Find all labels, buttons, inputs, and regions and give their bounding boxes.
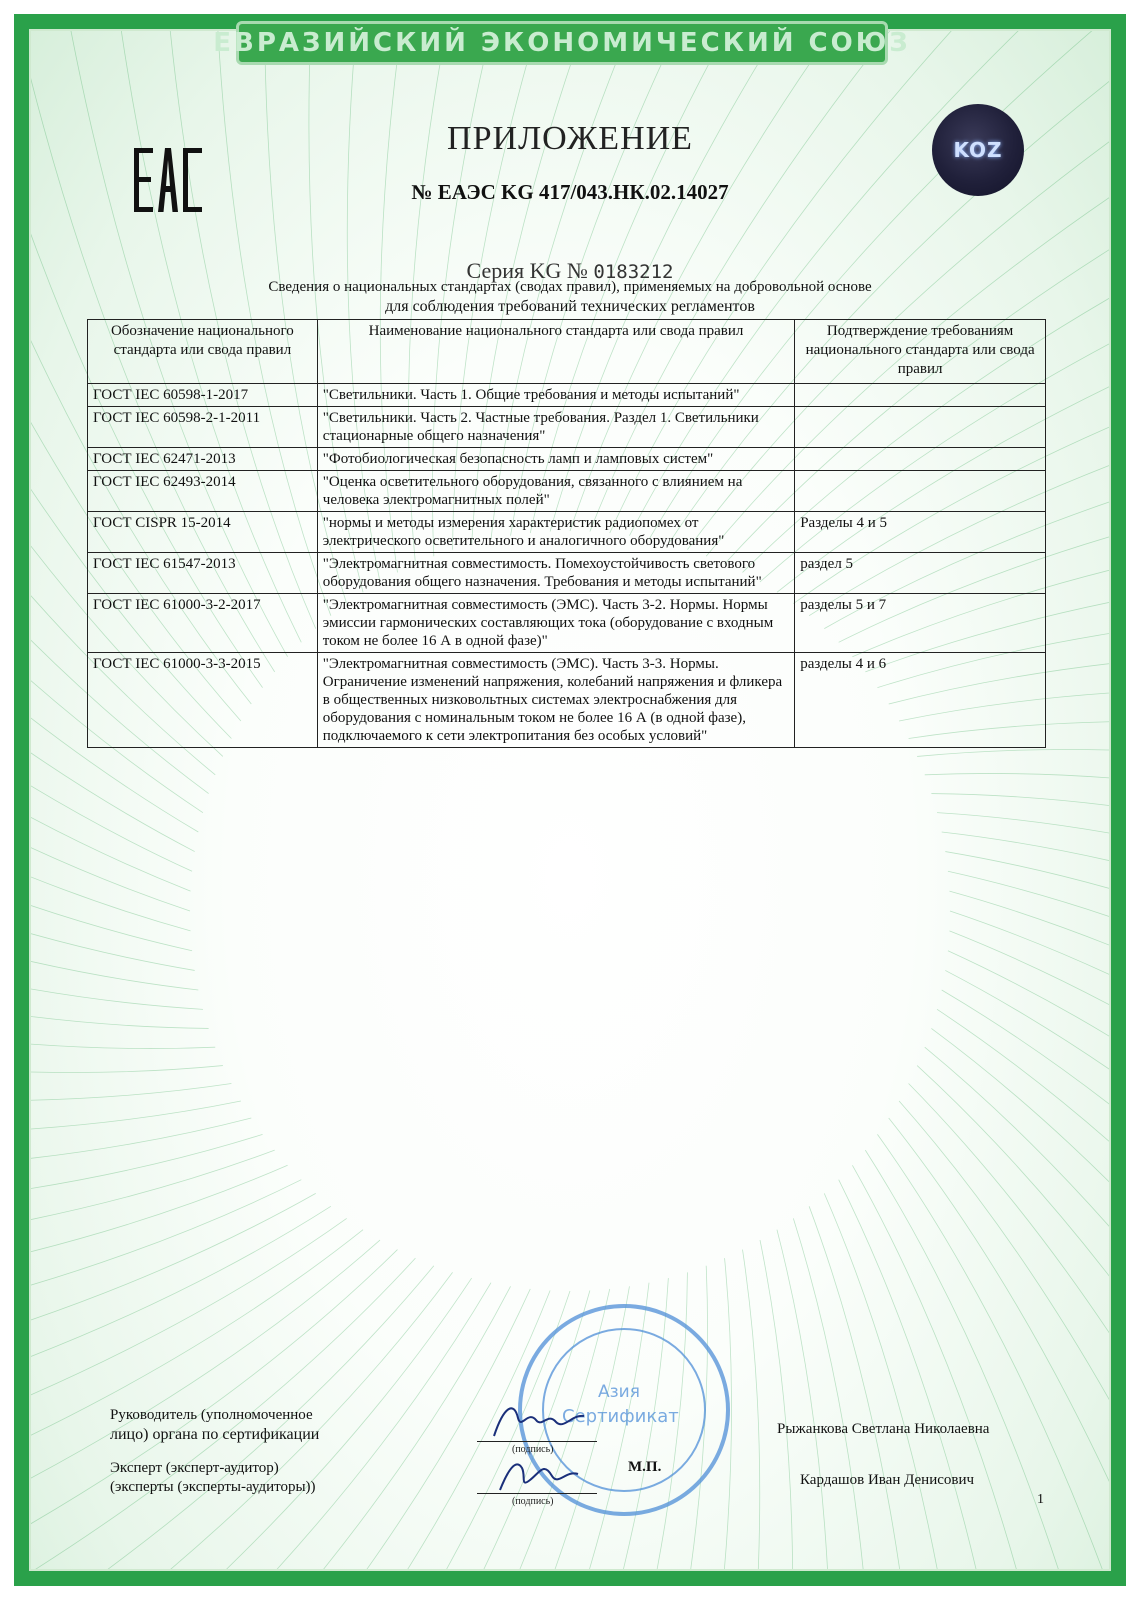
cell-name: "нормы и методы измерения характеристик радиопомех от электрического осветительного и аналогичного оборудования" bbox=[317, 512, 794, 553]
series-label: Серия KG № bbox=[466, 258, 588, 283]
cell-name: "Светильники. Часть 1. Общие требования и методы испытаний" bbox=[317, 384, 794, 407]
cell-code: ГОСТ IEC 61000-3-3-2015 bbox=[88, 653, 318, 748]
cell-confirm bbox=[795, 471, 1046, 512]
guilloche-ray bbox=[950, 911, 1109, 1288]
cell-name: "Светильники. Часть 2. Частные требования. Раздел 1. Светильники стационарные общего назначения" bbox=[317, 407, 794, 448]
cell-confirm bbox=[795, 448, 1046, 471]
series-value: 0183212 bbox=[593, 261, 674, 283]
guilloche-ray bbox=[31, 1134, 263, 1216]
guilloche-ray bbox=[809, 1206, 927, 1569]
table-row bbox=[88, 594, 1046, 653]
cell-name: "Электромагнитная совместимость (ЭМС). Часть 3-2. Нормы. Нормы эмиссии гармонических составляющих тока (оборудование с входным током не более 16 А в одной фазе)" bbox=[317, 594, 794, 653]
guilloche-ray bbox=[31, 1230, 363, 1569]
guilloche-ray bbox=[909, 1084, 1109, 1569]
standards-table bbox=[87, 319, 1046, 748]
page-number: 1 bbox=[1037, 1492, 1044, 1507]
cell-name: "Фотобиологическая безопасность ламп и ламповых систем" bbox=[317, 448, 794, 471]
cell-name: "Оценка осветительного оборудования, связанного с влиянием на человека электромагнитных полей" bbox=[317, 471, 794, 512]
table-row bbox=[88, 384, 1046, 407]
guilloche-ray bbox=[760, 1240, 793, 1569]
guilloche-ray bbox=[31, 1101, 241, 1134]
guilloche-ray bbox=[917, 749, 1109, 835]
certificate-number: № ЕАЭС KG 417/043.НК.02.14027 bbox=[411, 180, 729, 204]
header-name: Наименование национального стандарта или свода правил bbox=[317, 320, 794, 384]
guilloche-ray bbox=[31, 1193, 316, 1426]
head-label bbox=[110, 1406, 319, 1444]
head-signature-icon bbox=[484, 1396, 594, 1446]
cell-code: ГОСТ IEC 61547-2013 bbox=[88, 553, 318, 594]
guilloche-ray bbox=[777, 1230, 831, 1569]
head-label-line2: лицо) органа по сертификации bbox=[110, 1426, 320, 1443]
guilloche-ray bbox=[937, 1009, 1109, 1542]
guilloche-ray bbox=[948, 871, 1109, 1178]
table-row bbox=[88, 471, 1046, 512]
document-title: ПРИЛОЖЕНИЕ bbox=[447, 120, 693, 157]
guilloche-ray bbox=[31, 872, 209, 1029]
cell-confirm: разделы 5 и 7 bbox=[795, 594, 1046, 653]
header-code: Обозначение национального стандарта или свода правил bbox=[88, 320, 318, 384]
cell-name: "Электромагнитная совместимость. Помехоустойчивость светового оборудования общего назначения. Требования и методы испытаний" bbox=[317, 553, 794, 594]
expert-signature-line bbox=[477, 1493, 597, 1494]
head-label-line1: Руководитель (уполномоченное bbox=[110, 1407, 313, 1423]
expert-label-line1: Эксперт (эксперт-аудитор) bbox=[110, 1460, 279, 1476]
expert-signature-caption: (подпись) bbox=[512, 1496, 554, 1507]
guilloche-ray bbox=[824, 1193, 981, 1569]
expert-label bbox=[110, 1459, 316, 1497]
header-confirm: Подтверждение требованиям национального стандарта или свода правил bbox=[795, 320, 1046, 384]
cell-code: ГОСТ IEC 60598-1-2017 bbox=[88, 384, 318, 407]
guilloche-ray bbox=[949, 891, 1109, 1233]
guilloche-ray bbox=[31, 1165, 288, 1322]
guilloche-ray bbox=[945, 852, 1109, 1122]
cell-code: ГОСТ IEC 61000-3-2-2017 bbox=[88, 594, 318, 653]
cell-confirm bbox=[795, 407, 1046, 448]
guilloche-ray bbox=[31, 814, 203, 1009]
head-signature-caption: (подпись) bbox=[512, 1444, 554, 1455]
hologram-text: KOZ bbox=[953, 138, 1003, 162]
head-signature-line bbox=[477, 1441, 597, 1442]
guilloche-ray bbox=[839, 1180, 1034, 1569]
table-row bbox=[88, 653, 1046, 748]
guilloche-ray bbox=[931, 794, 1109, 951]
guilloche-ray bbox=[937, 813, 1109, 1008]
cell-confirm: Разделы 4 и 5 bbox=[795, 512, 1046, 553]
guilloche-ray bbox=[793, 1218, 875, 1569]
table-row bbox=[88, 407, 1046, 448]
cell-confirm: разделы 4 и 6 bbox=[795, 653, 1046, 748]
guilloche-ray bbox=[31, 1240, 380, 1569]
table-row bbox=[88, 553, 1046, 594]
cell-confirm: раздел 5 bbox=[795, 553, 1046, 594]
cell-code: ГОСТ IEC 62471-2013 bbox=[88, 448, 318, 471]
guilloche-ray bbox=[899, 1101, 1109, 1569]
guilloche-ray bbox=[31, 987, 223, 1073]
cell-code: ГОСТ IEC 60598-2-1-2011 bbox=[88, 407, 318, 448]
head-name: Рыжанкова Светлана Николаевна bbox=[777, 1421, 990, 1437]
cell-confirm bbox=[795, 384, 1046, 407]
table-row bbox=[88, 512, 1046, 553]
table-header-row bbox=[88, 320, 1046, 384]
stamp-place: М.П. bbox=[628, 1459, 662, 1475]
stamp-text-line2: Сертификат bbox=[562, 1406, 679, 1427]
table-row bbox=[88, 448, 1046, 471]
cell-code: ГОСТ IEC 62493-2014 bbox=[88, 471, 318, 512]
guilloche-ray bbox=[917, 1066, 1109, 1569]
banner-text: ЕВРАЗИЙСКИЙ ЭКОНОМИЧЕСКИЙ СОЮЗ bbox=[213, 28, 911, 58]
union-banner bbox=[213, 21, 911, 65]
guilloche-ray bbox=[949, 931, 1109, 1342]
expert-label-line2: (эксперты (эксперты-аудиторы)) bbox=[110, 1479, 316, 1495]
info-line-1: Сведения о национальных стандартах (сводах правил), применяемых на добровольной основе bbox=[268, 279, 872, 295]
guilloche-ray bbox=[865, 1150, 1109, 1569]
expert-name: Кардашов Иван Денисович bbox=[800, 1472, 975, 1488]
cell-code: ГОСТ CISPR 15-2014 bbox=[88, 512, 318, 553]
guilloche-ray bbox=[31, 1180, 301, 1375]
cell-name: "Электромагнитная совместимость (ЭМС). Часть 3-3. Нормы. Ограничение изменений напряжения, колебаний напряжения и фликера в общественных низковольтных системах электроснабжения для оборудования с номинальным током не более 16 А (в одной фазе), подключаемого к сети электропитания без особых условий" bbox=[317, 653, 794, 748]
info-line-2: для соблюдения требований технических регламентов bbox=[385, 298, 755, 315]
stamp-text-line1: Азия bbox=[598, 1382, 640, 1402]
guilloche-ray bbox=[925, 1047, 1109, 1569]
guilloche-ray bbox=[945, 970, 1109, 1445]
